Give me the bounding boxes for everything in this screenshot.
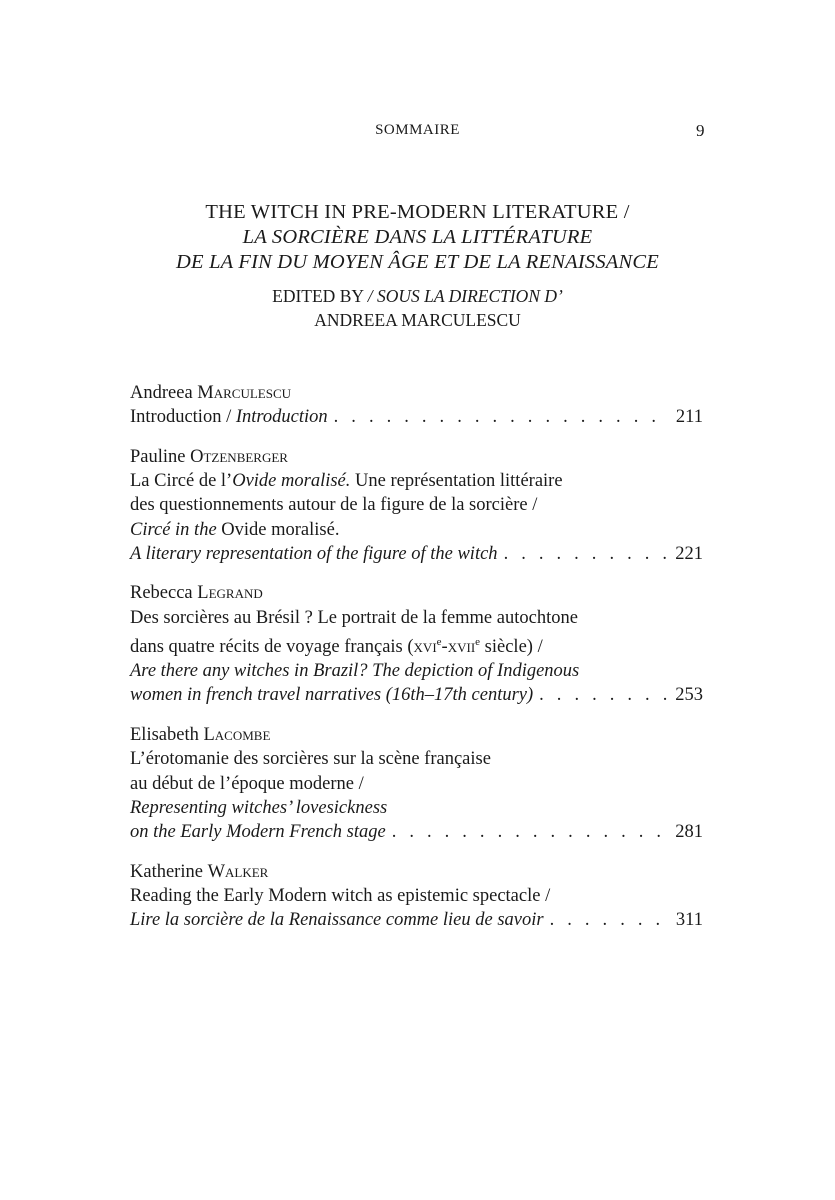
toc-page-number: 281 xyxy=(675,821,703,842)
toc-title-line xyxy=(130,542,703,566)
toc-entry-marculescu xyxy=(130,381,703,429)
author-last-name: Legrand xyxy=(197,583,263,604)
toc-text: siècle) / xyxy=(480,636,543,657)
toc-entry-lacombe xyxy=(130,723,703,844)
toc-title-line: L’érotomanie des sorcières sur la scène française xyxy=(130,749,491,770)
toc-title-line: au début de l’époque moderne / xyxy=(130,773,364,794)
toc-text-italic: Circé in the xyxy=(130,519,217,540)
toc-title-line: Representing witches’ lovesickness xyxy=(130,797,388,818)
section-title-english: THE WITCH IN PRE-MODERN LITERATURE / xyxy=(205,201,630,223)
leader-dots xyxy=(334,405,670,429)
author-last-name: Marculescu xyxy=(197,383,292,403)
toc-title: on the Early Modern French stage xyxy=(130,821,386,842)
toc-title-line xyxy=(130,518,703,542)
toc-text-italic: Ovide moralisé. xyxy=(232,471,351,492)
page-number: 9 xyxy=(696,121,705,140)
table-of-contents xyxy=(130,381,703,948)
toc-title-line: Reading the Early Modern witch as epistemic spectacle / xyxy=(130,885,551,906)
toc-title xyxy=(130,405,328,429)
superscript: e xyxy=(436,635,442,648)
toc-title: Lire la sorcière de la Renaissance comme lieu de savoir xyxy=(130,910,544,931)
superscript: e xyxy=(475,635,481,648)
toc-title-line xyxy=(130,469,703,493)
leader-dots xyxy=(392,820,670,844)
author-last-name: Lacombe xyxy=(203,725,271,746)
leader-dots xyxy=(550,908,670,932)
toc-page-number: 211 xyxy=(675,407,703,428)
author-first-name: Pauline xyxy=(130,446,186,467)
toc-title-line xyxy=(130,405,703,429)
toc-title-line xyxy=(130,683,703,707)
toc-entry-otzenberger xyxy=(130,445,703,566)
edited-by: EDITED BY xyxy=(272,286,364,306)
toc-title: A literary representation of the figure of the witch xyxy=(130,543,498,564)
toc-page-number: 253 xyxy=(675,685,703,706)
toc-author xyxy=(130,723,703,747)
toc-title-line xyxy=(130,908,703,932)
toc-entry-legrand xyxy=(130,581,703,707)
author-first-name: Elisabeth xyxy=(130,725,199,746)
author-last-name: Walker xyxy=(207,861,269,882)
toc-author xyxy=(130,860,703,884)
toc-text: - xyxy=(441,636,448,657)
running-head-title: SOMMAIRE xyxy=(375,122,460,138)
author-last-name: Otzenberger xyxy=(190,446,288,467)
roman-numeral: xvi xyxy=(413,636,437,657)
toc-text: La Circé de l’ xyxy=(130,471,233,492)
sous-la-direction: / SOUS LA DIRECTION D’ xyxy=(367,286,563,306)
edited-by-line xyxy=(130,284,705,308)
toc-entry-walker xyxy=(130,860,703,933)
toc-title-line: Are there any witches in Brazil? The depiction of Indigenous xyxy=(130,661,580,682)
roman-numeral: xvii xyxy=(447,636,476,657)
toc-author xyxy=(130,581,703,605)
toc-title-line: des questionnements autour de la figure de la sorcière / xyxy=(130,495,538,516)
toc-title-line xyxy=(130,820,703,844)
toc-title-fr: Introduction / xyxy=(130,407,236,428)
author-first-name: Katherine xyxy=(130,861,203,882)
editor-name: ANDREEA MARCULESCU xyxy=(314,310,521,330)
toc-author xyxy=(130,381,703,405)
leader-dots xyxy=(504,542,670,566)
toc-text: Une représentation littéraire xyxy=(350,471,563,492)
editor-credit xyxy=(130,284,705,332)
author-first-name: Rebecca xyxy=(130,583,193,604)
section-title xyxy=(130,200,705,332)
section-title-french-1: LA SORCIÈRE DANS LA LITTÉRATURE xyxy=(242,226,593,248)
toc-page-number: 311 xyxy=(675,910,703,931)
toc-title: women in french travel narratives (16th–17th century) xyxy=(130,685,534,706)
section-title-french-2: DE LA FIN DU MOYEN ÂGE ET DE LA RENAISSANCE xyxy=(176,251,659,273)
toc-title-line xyxy=(130,630,703,659)
toc-author xyxy=(130,445,703,469)
toc-title-en: Introduction xyxy=(235,407,328,428)
author-first-name: Andreea xyxy=(130,383,193,403)
toc-text: Ovide moralisé. xyxy=(216,519,340,540)
toc-title-line: Des sorcières au Brésil ? Le portrait de la femme autochtone xyxy=(130,607,578,628)
toc-page-number: 221 xyxy=(675,543,703,564)
toc-text: dans quatre récits de voyage français ( xyxy=(130,636,414,657)
leader-dots xyxy=(539,683,669,707)
